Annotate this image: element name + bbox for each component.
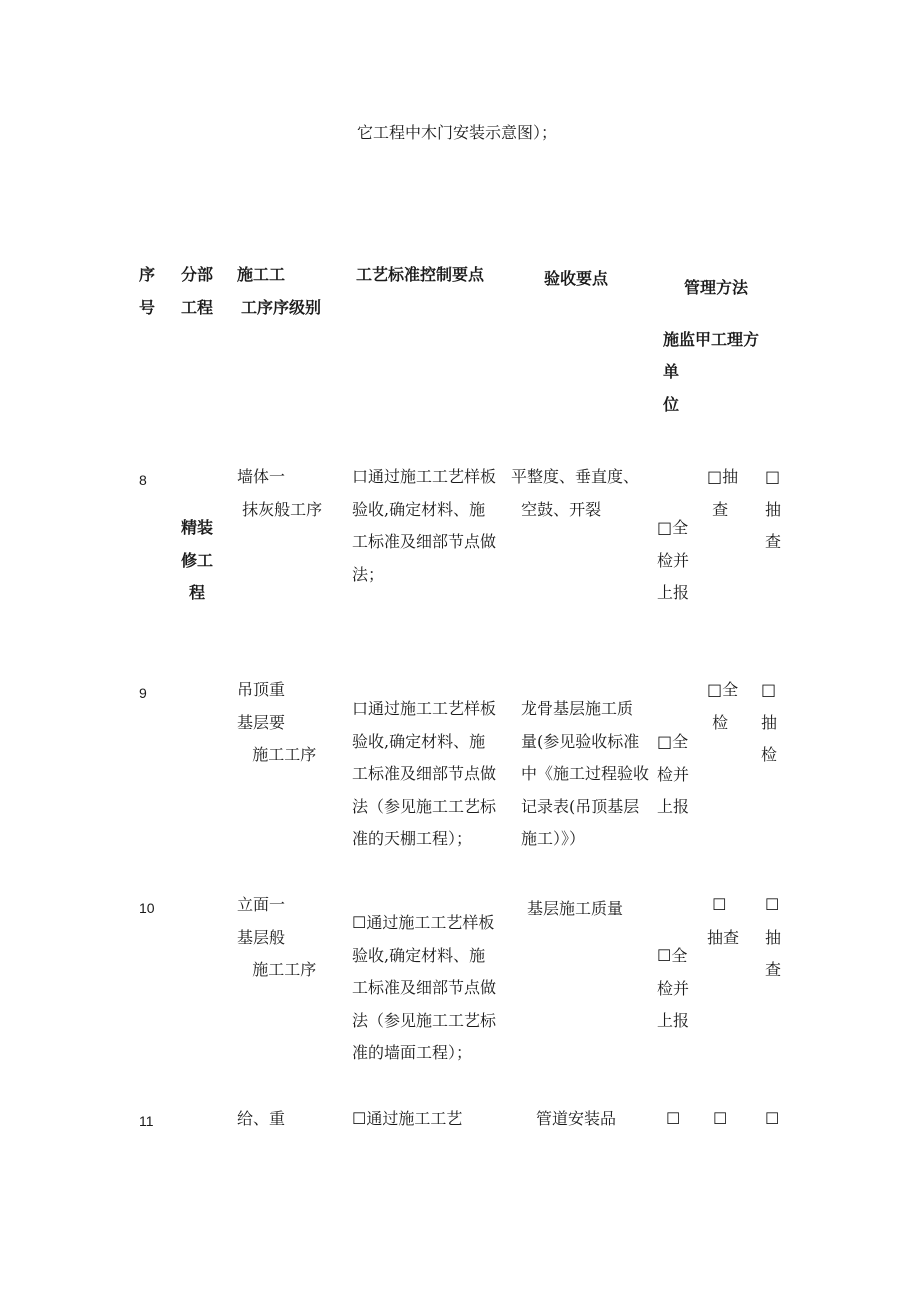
row-9-owner: □ 抽 检 bbox=[761, 680, 778, 764]
row-8-contractor: □全 检并 上报 bbox=[657, 518, 690, 602]
row-8-owner: □ 抽 查 bbox=[765, 467, 782, 551]
row-8-acceptance: 平整度、垂直度、 空鼓、开裂 bbox=[511, 467, 640, 519]
row-11-seq: 11 bbox=[139, 1113, 154, 1129]
row-9-standard: 口通过施工工艺样板 验收,确定材料、施 工标准及细部节点做 法（参见施工工艺标 准的天棚工程）； bbox=[352, 699, 497, 848]
row-11-acceptance: 管道安装品 bbox=[536, 1109, 617, 1128]
header-part-line-2: 工程 bbox=[181, 298, 214, 317]
row-9-contractor: □全 检并 上报 bbox=[657, 732, 690, 816]
row-10-owner: ☐ 抽 查 bbox=[765, 895, 782, 979]
header-parties-line-1: 施监甲工理方 bbox=[663, 330, 760, 349]
row-8-seq: 8 bbox=[139, 472, 147, 488]
row-10-process: 立面一 基层般 施工工序 bbox=[237, 895, 317, 979]
row-8-supervisor: □抽 查 bbox=[707, 467, 739, 519]
row-9-seq: 9 bbox=[139, 685, 147, 701]
row-11-process: 给、重 bbox=[237, 1109, 286, 1128]
row-10-supervisor: ☐ 抽查 bbox=[707, 895, 740, 947]
row-10-seq: 10 bbox=[139, 900, 155, 916]
row-11-standard: ☐通过施工工艺 bbox=[352, 1109, 463, 1128]
header-part-line-1: 分部 bbox=[181, 265, 214, 284]
row-8-process: 墙体一 抹灰般工序 bbox=[237, 467, 323, 519]
row-11-owner: ☐ bbox=[765, 1109, 780, 1128]
row-9-process: 吊顶重 基层要 施工工序 bbox=[237, 680, 317, 764]
header-parties-line-3: 位 bbox=[663, 395, 680, 414]
header-management: 管理方法 bbox=[684, 278, 749, 297]
header-standard: 工艺标准控制要点 bbox=[356, 265, 485, 284]
row-9-acceptance: 龙骨基层施工质 量(参见验收标准 中《施工过程验收 记录表(吊顶基层 施工）》） bbox=[521, 699, 650, 848]
group-label: 精装 修工 程 bbox=[181, 518, 214, 602]
header-acceptance: 验收要点 bbox=[544, 269, 609, 288]
row-10-acceptance: 基层施工质量 bbox=[527, 899, 624, 918]
row-10-standard: ☐通过施工工艺样板 验收,确定材料、施 工标准及细部节点做 法（参见施工工艺标 准的墙面工程）； bbox=[352, 913, 497, 1062]
row-11-contractor: ☐ bbox=[666, 1109, 681, 1128]
header-seq-line-2: 号 bbox=[139, 298, 156, 317]
row-11-supervisor: ☐ bbox=[713, 1109, 728, 1128]
page-title: 它工程中木门安装示意图）； bbox=[357, 123, 558, 142]
header-seq-line-1: 序 bbox=[139, 265, 156, 284]
row-9-supervisor: □全 检 bbox=[707, 680, 739, 732]
row-10-contractor: ☐全 检并 上报 bbox=[657, 946, 690, 1030]
header-process-line-2: 工序序级别 bbox=[241, 298, 322, 317]
header-parties-line-2: 单 bbox=[663, 362, 680, 381]
row-8-standard: 口通过施工工艺样板 验收,确定材料、施 工标准及细部节点做 法； bbox=[352, 467, 497, 584]
header-process-line-1: 施工工 bbox=[237, 265, 286, 284]
